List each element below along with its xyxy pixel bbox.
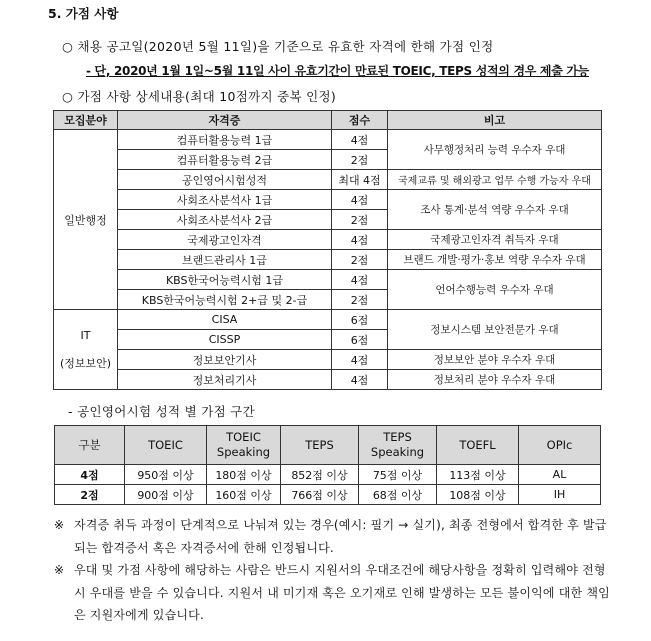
remark-cell: 사무행정처리 능력 우수자 우대 — [388, 130, 602, 170]
table-row — [54, 250, 602, 270]
cert-cell: 컴퓨터활용능력 1급 — [118, 130, 332, 150]
english-score-table — [54, 425, 601, 505]
header-remarks: 비고 — [388, 111, 602, 130]
score-cell: 852점 이상 — [281, 465, 359, 485]
table-row — [54, 310, 602, 330]
category-it-security — [54, 310, 118, 390]
bullet-valid-date: ○ 채용 공고일(2020년 5월 11일)을 기준으로 유효한 자격에 한해 가점 인정 — [62, 39, 494, 54]
cert-cell: 정보처리기사 — [118, 370, 332, 390]
cert-cell: CISSP — [118, 330, 332, 350]
table-row — [54, 130, 602, 150]
header-toeic: TOEIC — [125, 426, 207, 465]
header-opic: OPIc — [519, 426, 601, 465]
cert-cell: CISA — [118, 310, 332, 330]
score-cell: 4점 — [332, 130, 388, 150]
score-cell: 6점 — [332, 310, 388, 330]
category-security-label: (정보보안) — [59, 356, 112, 370]
table-row — [54, 270, 602, 290]
table-row — [54, 190, 602, 210]
score-cell: 6점 — [332, 330, 388, 350]
remark-cell: 국제광고인자격 취득자 우대 — [388, 230, 602, 250]
score-cell: 68점 이상 — [359, 485, 437, 505]
table-header-row — [54, 111, 602, 130]
score-cell: 4점 — [332, 270, 388, 290]
bullet-detail: ○ 가점 사항 상세내용(최대 10점까지 중복 인정) — [62, 89, 337, 104]
score-cell: 180점 이상 — [207, 465, 281, 485]
score-cell: 4점 — [332, 370, 388, 390]
header-toeic-speaking: TOEIC Speaking — [207, 426, 281, 465]
score-cell: 2점 — [332, 290, 388, 310]
score-cell: 최대 4점 — [332, 170, 388, 190]
header-field: 모집분야 — [54, 111, 118, 130]
header-grade: 구분 — [55, 426, 125, 465]
score-cell: 766점 이상 — [281, 485, 359, 505]
english-score-subtitle: - 공인영어시험 성적 별 가점 구간 — [68, 404, 256, 419]
score-cell: 160점 이상 — [207, 485, 281, 505]
score-cell: 75점 이상 — [359, 465, 437, 485]
score-cell: AL — [519, 465, 601, 485]
cert-cell: 컴퓨터활용능력 2급 — [118, 150, 332, 170]
score-cell: 4점 — [332, 230, 388, 250]
score-cell: 113점 이상 — [437, 465, 519, 485]
bullet-exception: - 단, 2020년 1월 1일~5월 11일 사이 유효기간이 만료된 TOEIC, TEPS 성적의 경우 제출 가능 — [86, 64, 589, 78]
reference-mark: ※ — [54, 518, 65, 532]
cert-cell: 사회조사분석사 1급 — [118, 190, 332, 210]
score-cell: IH — [519, 485, 601, 505]
cert-cell: 사회조사분석사 2급 — [118, 210, 332, 230]
header-toefl: TOEFL — [437, 426, 519, 465]
cert-cell: 정보보안기사 — [118, 350, 332, 370]
footnote-2-text: 우대 및 가점 사항에 해당하는 사람은 반드시 지원서의 우대조건에 해당사항을 정확히 입력해야 전형시 우대를 받을 수 있습니다. 지원서 내 미기재 혹은 오기재로 인해 발생하는 모든 불이익에 대한 책임은 지원자에게 있습니다. — [74, 563, 610, 622]
footnote-1-text: 자격증 취득 과정이 단계적으로 나눠져 있는 경우(예시: 필기 → 실기), 최종 전형에서 합격한 후 발급되는 합격증서 혹은 자격증서에 한해 인정됩니다. — [74, 518, 607, 555]
score-cell: 108점 이상 — [437, 485, 519, 505]
cert-cell: KBS한국어능력시험 1급 — [118, 270, 332, 290]
reference-mark: ※ — [54, 563, 65, 577]
remark-cell: 국제교류 및 해외광고 업무 수행 가능자 우대 — [388, 170, 602, 190]
footnote-1 — [54, 514, 614, 559]
score-cell: 4점 — [332, 190, 388, 210]
header-teps: TEPS — [281, 426, 359, 465]
table-row — [54, 170, 602, 190]
bonus-points-table — [53, 110, 602, 390]
remark-cell: 정보처리 분야 우수자 우대 — [388, 370, 602, 390]
score-cell: 4점 — [332, 350, 388, 370]
table-row — [54, 230, 602, 250]
table-header-row — [55, 426, 601, 465]
footnote-2 — [54, 559, 614, 627]
category-it-label: IT — [80, 328, 91, 342]
category-general-admin: 일반행정 — [54, 130, 118, 310]
remark-cell: 언어수행능력 우수자 우대 — [388, 270, 602, 310]
footnotes — [54, 514, 614, 627]
table-row — [54, 370, 602, 390]
table-row — [54, 350, 602, 370]
score-cell: 2점 — [332, 210, 388, 230]
table-row — [55, 465, 601, 485]
score-cell: 950점 이상 — [125, 465, 207, 485]
grade-cell: 4점 — [55, 465, 125, 485]
header-score: 점수 — [332, 111, 388, 130]
score-cell: 900점 이상 — [125, 485, 207, 505]
section-title: 5. 가점 사항 — [48, 6, 119, 21]
header-certificate: 자격증 — [118, 111, 332, 130]
table-row — [55, 485, 601, 505]
grade-cell: 2점 — [55, 485, 125, 505]
cert-cell: 브랜드관리사 1급 — [118, 250, 332, 270]
cert-cell: 국제광고인자격 — [118, 230, 332, 250]
cert-cell: KBS한국어능력시험 2+급 및 2-급 — [118, 290, 332, 310]
score-cell: 2점 — [332, 150, 388, 170]
remark-cell: 정보시스템 보안전문가 우대 — [388, 310, 602, 350]
remark-cell: 브랜드 개발·평가·홍보 역량 우수자 우대 — [388, 250, 602, 270]
remark-cell: 조사 통계·분석 역량 우수자 우대 — [388, 190, 602, 230]
cert-cell: 공인영어시험성적 — [118, 170, 332, 190]
header-teps-speaking: TEPS Speaking — [359, 426, 437, 465]
score-cell: 2점 — [332, 250, 388, 270]
remark-cell: 정보보안 분야 우수자 우대 — [388, 350, 602, 370]
